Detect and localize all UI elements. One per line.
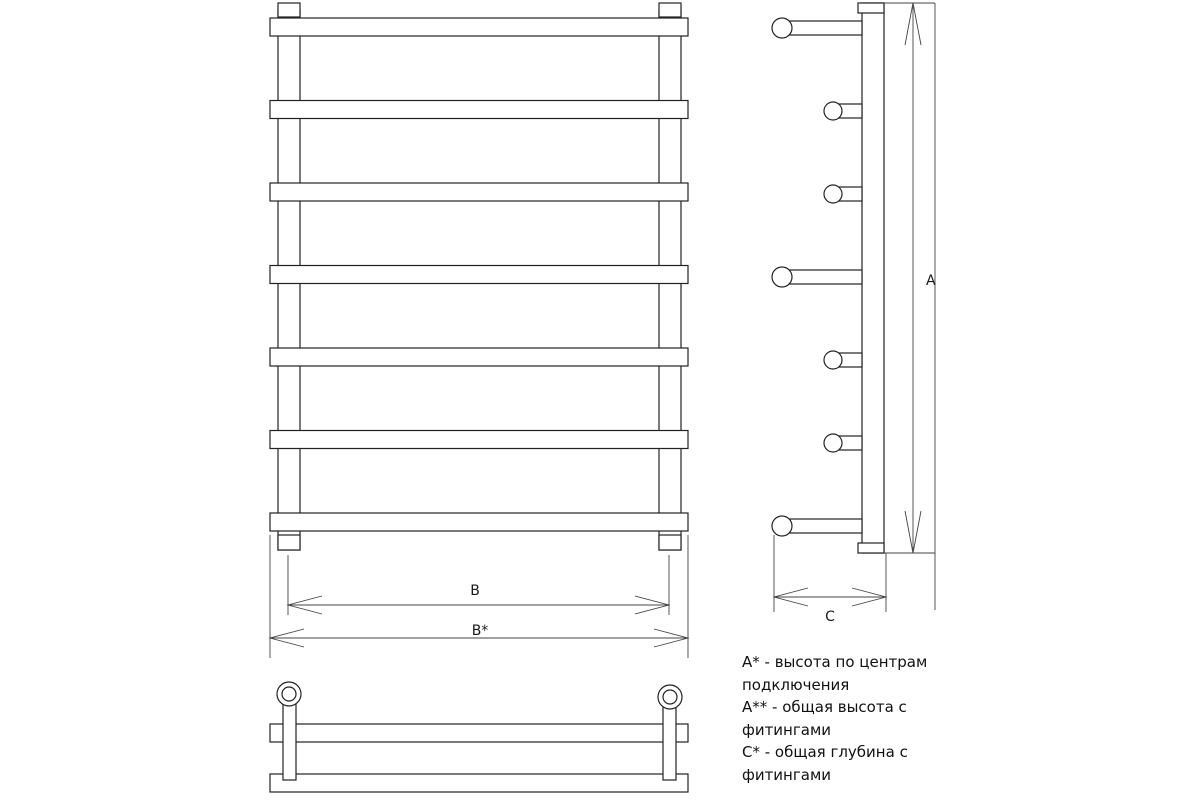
top-view bbox=[270, 682, 688, 792]
side-peg-7 bbox=[772, 516, 862, 536]
legend-line: подключения bbox=[742, 675, 850, 694]
legend-line: фитингами bbox=[742, 765, 832, 784]
side-peg-5 bbox=[824, 351, 862, 369]
top-view-left-post bbox=[283, 702, 296, 780]
right-post-cap bbox=[659, 3, 681, 17]
side-post bbox=[862, 3, 884, 553]
front-bar-1 bbox=[270, 18, 688, 36]
right-post-foot bbox=[659, 535, 681, 550]
side-peg-4 bbox=[772, 267, 862, 287]
front-bar-7 bbox=[270, 513, 688, 531]
front-bar-2 bbox=[270, 101, 688, 119]
side-view bbox=[772, 3, 884, 553]
front-view bbox=[270, 3, 688, 550]
side-peg-1 bbox=[772, 18, 862, 38]
front-bar-3 bbox=[270, 183, 688, 201]
front-bar-4 bbox=[270, 266, 688, 284]
side-peg-2 bbox=[824, 102, 862, 120]
legend-line: A** - общая высота с bbox=[742, 698, 907, 716]
side-peg-3 bbox=[824, 185, 862, 203]
left-fitting-inner bbox=[282, 687, 296, 701]
left-post-foot bbox=[278, 535, 300, 550]
legend-line: C* - общая глубина с bbox=[742, 743, 908, 761]
legend-line: A* - высота по центрам bbox=[742, 653, 928, 671]
left-post-cap bbox=[278, 3, 300, 17]
side-peg-6 bbox=[824, 434, 862, 452]
side-post-top-cap bbox=[858, 3, 884, 13]
top-view-right-post bbox=[663, 702, 676, 780]
dimension-c-label: C bbox=[825, 609, 835, 625]
dimension-a-label: A bbox=[926, 273, 936, 289]
right-fitting-inner bbox=[663, 690, 677, 704]
dimension-b-label: B bbox=[470, 583, 480, 599]
side-post-bottom-cap bbox=[858, 543, 884, 553]
legend-line: фитингами bbox=[742, 720, 832, 739]
front-dimensions bbox=[270, 535, 688, 658]
front-bar-5 bbox=[270, 348, 688, 366]
top-view-bar-1 bbox=[270, 724, 688, 742]
legend bbox=[742, 651, 982, 786]
top-view-bar-2 bbox=[270, 774, 688, 792]
dimension-b-star-label: B* bbox=[471, 623, 489, 639]
front-bar-6 bbox=[270, 431, 688, 449]
